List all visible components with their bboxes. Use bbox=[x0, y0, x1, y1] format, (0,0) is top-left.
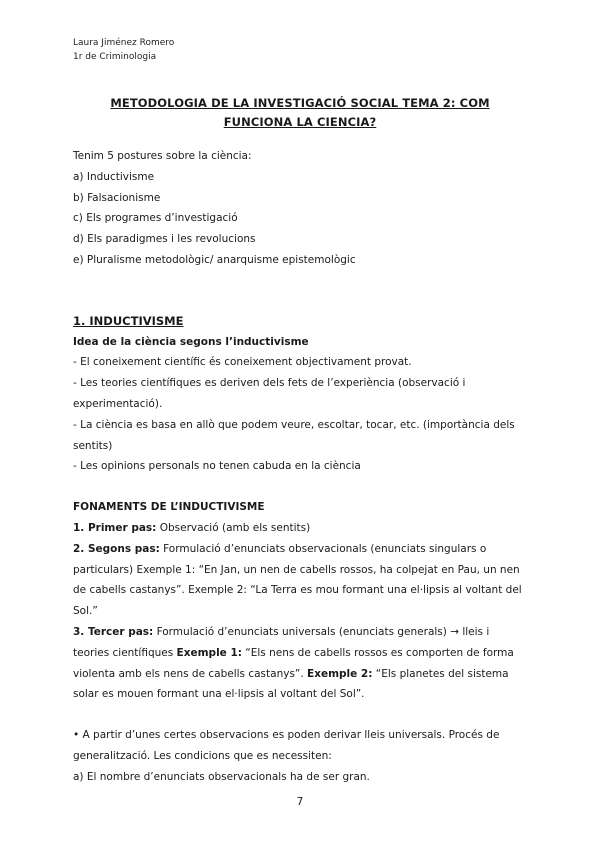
step-label: 2. Segons pas: bbox=[73, 542, 160, 555]
paragraph-line: - Les teories científiques es deriven dels fets de l’experiència (observació i bbox=[73, 377, 466, 390]
paragraph-line: - El coneixement científic és coneixement objectivament provat. bbox=[73, 356, 412, 369]
course-name: 1r de Criminologia bbox=[73, 52, 157, 62]
title-line-2: FUNCIONA LA CIENCIA? bbox=[223, 115, 377, 129]
intro-item: a) Inductivisme bbox=[73, 170, 155, 183]
paragraph-line bbox=[73, 643, 533, 664]
step-text: Observació (amb els sentits) bbox=[156, 521, 311, 534]
intro-lead: Tenim 5 postures sobre la ciència: bbox=[73, 150, 252, 162]
document-title bbox=[60, 94, 540, 132]
paragraph-line: solar es mouen formant una el·lipsis al voltant del Sol”. bbox=[73, 688, 365, 701]
spacer bbox=[73, 477, 533, 497]
spacer bbox=[73, 291, 533, 311]
section-heading: 1. INDUCTIVISME bbox=[73, 313, 184, 328]
fonaments-heading: FONAMENTS DE L’INDUCTIVISME bbox=[73, 501, 265, 514]
step-label: 3. Tercer pas: bbox=[73, 625, 154, 638]
paragraph-line: sentits) bbox=[73, 439, 113, 452]
paragraph-line: - Les opinions personals no tenen cabuda en la ciència bbox=[73, 460, 361, 473]
paragraph-line: • A partir d’unes certes observacions es poden derivar lleis universals. Procés de bbox=[73, 729, 500, 742]
paragraph-line bbox=[73, 664, 533, 685]
intro-item: b) Falsacionisme bbox=[73, 191, 161, 204]
section-subheading: Idea de la ciència segons l’inductivisme bbox=[73, 335, 309, 348]
step-2 bbox=[73, 539, 533, 560]
step-1 bbox=[73, 518, 533, 539]
text-run: “Els planetes del sistema bbox=[372, 667, 509, 680]
spacer bbox=[73, 271, 533, 291]
example-label: Exemple 1: bbox=[176, 646, 242, 659]
paragraph-line: experimentació). bbox=[73, 397, 163, 410]
step-text: Formulació d’enunciats universals (enunciats generals) → lleis i bbox=[153, 625, 490, 638]
intro-item: d) Els paradigmes i les revolucions bbox=[73, 233, 256, 246]
page-header bbox=[73, 36, 174, 64]
step-label: 1. Primer pas: bbox=[73, 521, 157, 534]
text-run: teories científiques bbox=[73, 646, 177, 659]
step-3 bbox=[73, 622, 533, 643]
paragraph-line: Sol.” bbox=[73, 605, 98, 618]
step-text: Formulació d’enunciats observacionals (enunciats singulars o bbox=[159, 542, 487, 555]
intro-item: e) Pluralisme metodològic/ anarquisme epistemològic bbox=[73, 253, 356, 266]
page-number: 7 bbox=[296, 796, 304, 808]
spacer bbox=[73, 705, 533, 725]
text-run: violenta amb els nens de cabells castanys”. bbox=[73, 667, 308, 680]
text-run: “Els nens de cabells rossos es comporten de forma bbox=[241, 646, 514, 659]
intro-item: c) Els programes d’investigació bbox=[73, 212, 238, 225]
author-name: Laura Jiménez Romero bbox=[73, 38, 175, 48]
paragraph-line: a) El nombre d’enunciats observacionals ha de ser gran. bbox=[73, 770, 370, 783]
document-body bbox=[73, 146, 533, 788]
paragraph-line: de cabells castanys”. Exemple 2: “La Terra es mou formant una el·lipsis al voltant del bbox=[73, 584, 522, 597]
example-label: Exemple 2: bbox=[307, 667, 373, 680]
paragraph-line: - La ciència es basa en allò que podem veure, escoltar, tocar, etc. (importància dels bbox=[73, 418, 515, 431]
title-line-1: METODOLOGIA DE LA INVESTIGACIÓ SOCIAL TEMA 2: COM bbox=[110, 96, 490, 110]
paragraph-line: particulars) Exemple 1: “En Jan, un nen de cabells rossos, ha colpejat en Pau, un nen bbox=[73, 563, 520, 576]
paragraph-line: generalització. Les condicions que es necessiten: bbox=[73, 749, 332, 762]
